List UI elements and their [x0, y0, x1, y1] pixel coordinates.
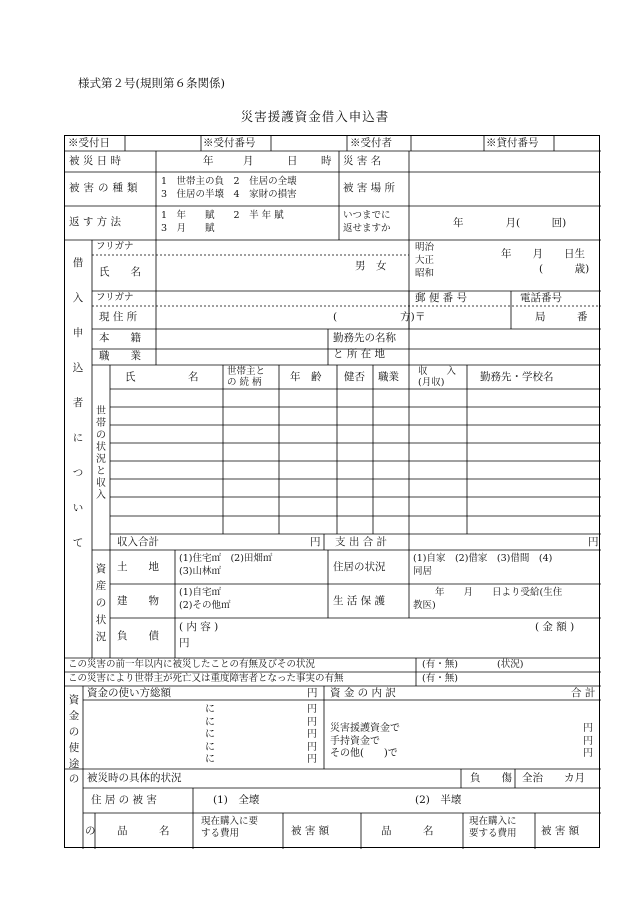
building-label: 建 物: [117, 595, 159, 607]
household-vertical-label: 世 帯 の 状 況 と 収 入: [96, 406, 106, 501]
hh-header-name: 氏 名: [125, 371, 199, 383]
fund-sources: [330, 723, 400, 761]
furigana-label: フリガナ: [96, 241, 134, 252]
workplace-label-2: と 所 在 地: [333, 348, 386, 360]
usage-ni: に: [205, 754, 215, 765]
land-line1: (1)住宅㎡ (2)田畑㎡: [179, 553, 273, 564]
damage-kind-option-1: 1 世帯主の負 2 住居の全壊: [161, 176, 297, 187]
usage-ni: に: [205, 704, 215, 715]
fund-yen: 円: [583, 735, 593, 747]
injury-label: 負 傷: [470, 772, 512, 784]
usage-yen: 円: [307, 754, 317, 765]
damage-place-label: 被 害 場 所: [343, 182, 396, 194]
fund-source-own: 手持資金で: [330, 735, 380, 747]
disability-text: この災害により世帯主が死亡又は重度障害者となった事実の有無: [68, 673, 344, 684]
building-line2: (2)その他㎡: [179, 600, 231, 611]
usage-vertical-label: 資 金 の 使 途: [68, 694, 80, 770]
repay-until-line2: 返せますか: [343, 223, 391, 234]
usage-total-yen: 円: [307, 687, 318, 699]
repayment-option-2: 3 月 賦: [161, 223, 215, 234]
hh-header-job: 職業: [378, 371, 399, 383]
date-unit-day: 日: [287, 155, 298, 167]
damage-kind-label: 被害の種類: [69, 182, 142, 194]
half-destroyed: (2) 半壊: [415, 794, 462, 806]
usage-ni-list: [205, 704, 215, 767]
usage-total-label: 資金の使い方総額: [87, 687, 171, 699]
damage-amount-label-2: 被 害 額: [541, 825, 580, 837]
cost2-label-1: 現在購入に: [469, 816, 517, 827]
applicant-vertical-label: 借 入 申 込 者 に つ い て: [72, 257, 84, 549]
hh-header-income-1: 収 入: [418, 366, 457, 377]
income-total-yen: 円: [310, 536, 321, 548]
application-form: [64, 135, 600, 848]
hh-header-relation-2: の 続 柄: [227, 377, 262, 388]
housing-status-label: 住居の状況: [333, 561, 386, 573]
birth-date-units: 年 月 日生: [501, 248, 585, 260]
disability-choice: (有・無): [422, 673, 458, 684]
prev-disaster-choice: (有・無): [422, 659, 458, 670]
fund-source-other: その他( )で: [330, 748, 398, 759]
era-showa: 昭和: [415, 268, 435, 279]
cost2-label-2: 要する費用: [469, 828, 517, 839]
fund-yen: 円: [583, 723, 593, 734]
expense-total-yen: 円: [588, 536, 599, 548]
item-name-label-2: 品 名: [381, 825, 434, 837]
postal-code-label: 郵 便 番 号: [415, 292, 468, 304]
income-total-label: 収入合計: [117, 536, 159, 548]
disaster-name-label: 災 害 名: [343, 155, 382, 167]
land-label: 土 地: [117, 561, 159, 573]
debt-amount-label: ( 金 額 ): [535, 621, 575, 633]
welfare-line2: 教医): [413, 600, 436, 611]
debt-label: 負 債: [117, 630, 159, 642]
job-label: 職 業: [99, 350, 141, 362]
debt-yen: 円: [179, 637, 190, 649]
address-label: 現 住 所: [99, 311, 138, 323]
debt-content-label: ( 内 容 ): [179, 621, 219, 633]
hh-header-relation-1: 世帯主と: [227, 366, 266, 377]
housing-line2: 同居: [413, 566, 433, 577]
era-meiji: 明治: [415, 242, 435, 253]
receipt-number-label: ※受付番号: [203, 137, 256, 149]
honseki-label: 本 籍: [99, 332, 141, 344]
phone-label: 電話番号: [520, 292, 562, 304]
fund-yen: 円: [583, 748, 593, 759]
welfare-label: 生 活 保 護: [333, 595, 386, 607]
item-name-label: 品 名: [117, 825, 170, 837]
form-number: 様式第２号(規則第６条関係): [78, 76, 225, 90]
hh-header-age: 年 齢: [290, 371, 322, 383]
usage-ni: に: [205, 729, 215, 740]
damage-amount-label: 被 害 額: [291, 825, 330, 837]
house-damage-label: 住 居 の 被 害: [91, 794, 157, 806]
repay-until-line1: いつまでに: [343, 210, 391, 221]
postal-mark: 〒: [415, 311, 426, 323]
damage-kind-option-2: 3 住居の半壊 4 家財の損害: [161, 189, 297, 200]
date-unit-year: 年: [203, 155, 214, 167]
welfare-line1: 年 月 日より受給(生住: [435, 587, 563, 598]
breakdown-sum-label: 合 計: [571, 687, 596, 699]
loan-number-label: ※貸付番号: [486, 137, 539, 149]
usage-yen-list: [307, 704, 317, 767]
usage-yen: 円: [307, 729, 317, 740]
furigana-label-2: フリガナ: [96, 292, 134, 303]
usage-ni: に: [205, 741, 215, 753]
date-unit-month: 月: [243, 155, 254, 167]
full-destroyed: (1) 全壊: [213, 794, 260, 806]
repayment-method-label: 返 す 方 法: [69, 216, 122, 228]
workplace-label-1: 勤務先の名称: [333, 332, 396, 344]
expense-total-label: 支 出 合 計: [335, 536, 388, 548]
fund-source-disaster: 災害援護資金で: [330, 723, 400, 734]
phone-station-label: 局 番: [535, 311, 588, 323]
disaster-datetime-label: 被 災 日 時: [69, 155, 122, 167]
repayment-option-1: 1 年 賦 2 半 年 賦: [161, 210, 284, 221]
form-title: 災害援護資金借入申込書: [240, 109, 390, 124]
address-paren: ( 方): [333, 311, 415, 323]
hh-header-health: 健否: [344, 371, 365, 383]
usage-yen: 円: [307, 741, 317, 753]
repay-until-value: 年 月( 回): [453, 217, 567, 229]
usage-vertical-no: の: [68, 773, 80, 785]
assets-vertical-label: 資 産 の 状 況: [95, 563, 107, 643]
situation-label: 被災時の具体的状況: [87, 772, 182, 784]
age-units: ( 歳): [539, 263, 590, 275]
prev-disaster-status: (状況): [497, 659, 524, 670]
date-unit-hour: 時: [321, 155, 332, 167]
usage-ni: に: [205, 716, 215, 728]
usage-yen: 円: [307, 704, 317, 715]
hh-header-workplace: 勤務先・学校名: [480, 371, 554, 383]
prev-disaster-text: この災害の前一年以内に被災したことの有無及びその状況: [68, 659, 316, 670]
usage-yen: 円: [307, 716, 317, 728]
hh-header-income-2: (月収): [418, 377, 445, 388]
breakdown-label: 資 金 の 内 訳: [330, 687, 396, 699]
receipt-date-label: ※受付日: [68, 137, 110, 149]
fund-source-yen-list: [583, 723, 593, 761]
cost-label-2: する費用: [201, 828, 240, 839]
heal-period: 全治 カ月: [522, 772, 585, 784]
building-line1: (1)自宅㎡: [179, 587, 221, 598]
cost-label-1: 現在購入に要: [201, 816, 259, 827]
housing-line1: (1)自家 (2)借家 (3)借間 (4): [413, 553, 553, 564]
sex-label: 男 女: [355, 260, 387, 272]
land-line2: (3)山林㎡: [179, 566, 221, 577]
item-no: の: [85, 825, 96, 837]
applicant-name-label: 氏 名: [99, 266, 141, 278]
receiver-label: ※受付者: [350, 137, 392, 149]
era-taisho: 大正: [415, 255, 435, 266]
